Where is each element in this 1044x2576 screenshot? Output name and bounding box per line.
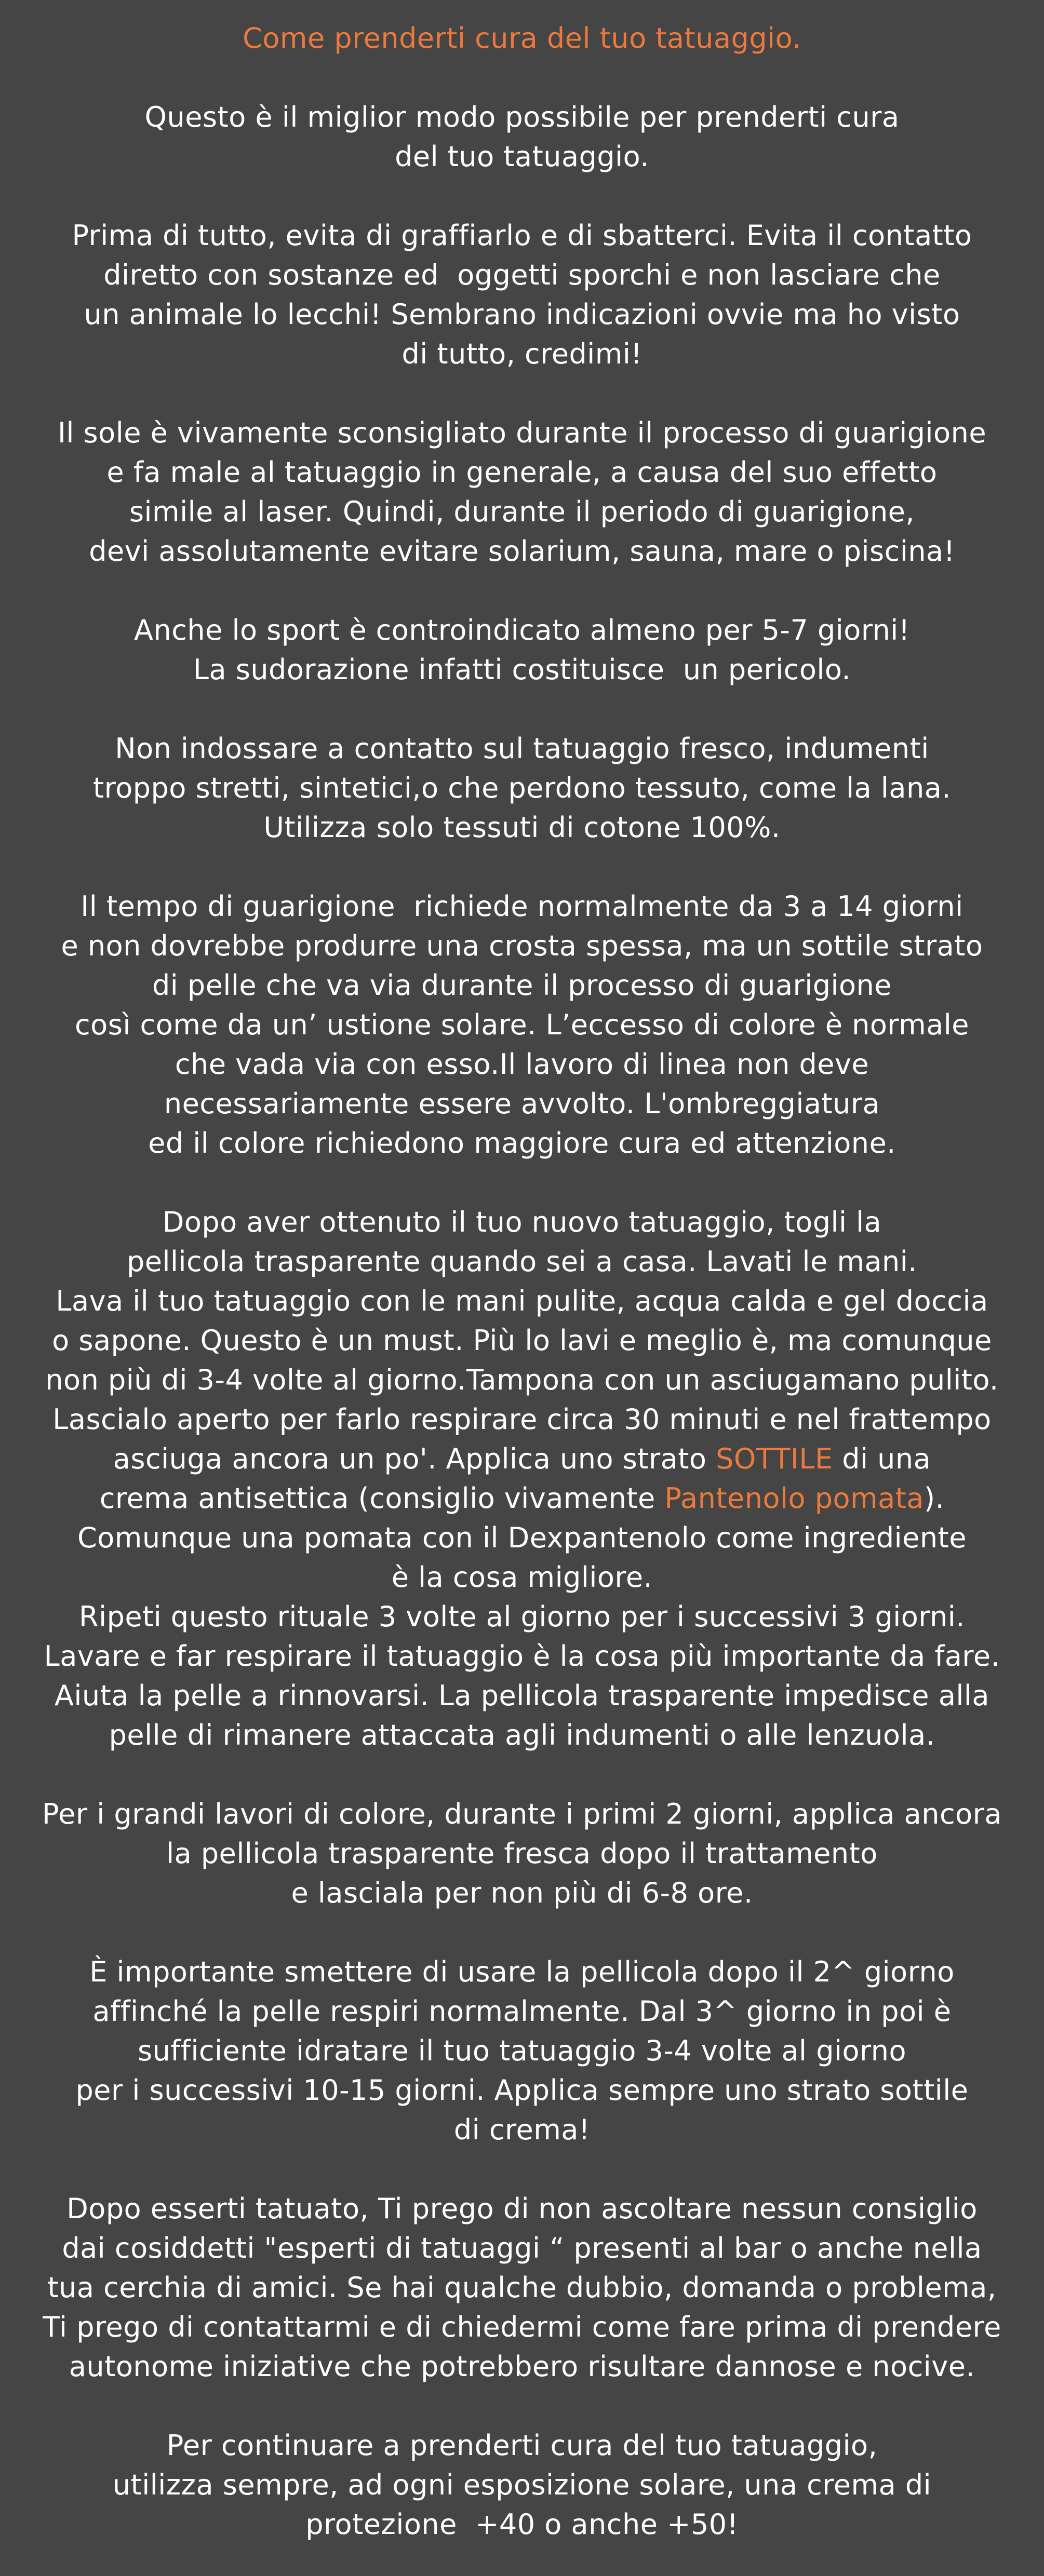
paragraph-first-of-all [0,216,1044,374]
text-line: Il sole è vivamente sconsigliato durante il processo di guarigione [57,416,987,449]
text-line: è la cosa migliore. [391,1561,653,1594]
text-line: Non indossare a contatto sul tatuaggio fresco, indumenti [115,732,929,765]
text-line: necessariamente essere avvolto. L'ombreggiatura [164,1087,880,1120]
text-line: autonome iniziative che potrebbero risultare dannose e nocive. [69,2350,975,2383]
text-line: Dopo esserti tatuato, Ti prego di non ascoltare nessun consiglio [66,2192,978,2225]
text-line: Lavare e far respirare il tatuaggio è la cosa più importante da fare. [44,1640,1000,1673]
paragraph-aftercare-routine [0,1203,1044,1755]
text-line: dai cosiddetti "esperti di tatuaggi “ presenti al bar o anche nella [62,2232,982,2264]
text-line-cream [0,1479,1044,1518]
text-line: o sapone. Questo è un must. Più lo lavi e meglio è, ma comunque [52,1324,992,1357]
highlight-sottile: SOTTILE [716,1442,833,1475]
text-line: Il tempo di guarigione richiede normalmente da 3 a 14 giorni [81,890,963,923]
text-line: troppo stretti, sintetici,o che perdono tessuto, come la lana. [93,772,951,804]
text-line: Comunque una pomata con il Dexpantenolo come ingrediente [77,1521,967,1554]
paragraph-sport [0,611,1044,690]
document-title: Come prenderti cura del tuo tatuaggio. [243,22,801,55]
text-segment: ). [924,1482,945,1515]
text-line: un animale lo lecchi! Sembrano indicazioni ovvie ma ho visto [84,298,960,331]
text-segment: asciuga ancora un po'. Applica uno strato [113,1442,716,1475]
text-line: di pelle che va via durante il processo di guarigione [152,969,892,1002]
text-line: La sudorazione infatti costituisce un pericolo. [193,653,851,686]
text-line: e fa male al tatuaggio in generale, a causa del suo effetto [106,456,938,489]
paragraph-sun-protection [0,2426,1044,2544]
text-line: simile al laser. Quindi, durante il periodo di guarigione, [129,495,915,528]
text-line: pellicola trasparente quando sei a casa. Lavati le mani. [127,1245,917,1278]
text-line: devi assolutamente evitare solarium, sauna, mare o piscina! [89,535,955,568]
text-line: Ripeti questo rituale 3 volte al giorno per i successivi 3 giorni. [79,1600,965,1633]
text-line: Per continuare a prenderti cura del tuo tatuaggio, [166,2429,878,2462]
text-line: la pellicola trasparente fresca dopo il trattamento [166,1837,878,1870]
text-line: protezione +40 o anche +50! [305,2508,739,2541]
text-line: Lascialo aperto per farlo respirare circa 30 minuti e nel frattempo [52,1403,992,1436]
text-line: tua cerchia di amici. Se hai qualche dubbio, domanda o problema, [47,2271,997,2304]
paragraph-healing-time [0,887,1044,1163]
paragraph-advice [0,2189,1044,2386]
text-line: utilizza sempre, ad ogni esposizione solare, una crema di [112,2469,932,2501]
paragraph-clothing [0,729,1044,847]
text-line: Per i grandi lavori di colore, durante i primi 2 giorni, applica ancora [42,1798,1002,1830]
text-line-thin-layer [0,1439,1044,1479]
text-line: di tutto, credimi! [401,338,643,370]
text-line: diretto con sostanze ed oggetti sporchi e non lasciare che [103,259,941,291]
text-line: ed il colore richiedono maggiore cura ed attenzione. [148,1127,896,1159]
text-line: Anche lo sport è controindicato almeno per 5-7 giorni! [134,614,910,646]
text-line: Lava il tuo tatuaggio con le mani pulite, acqua calda e gel doccia [56,1285,988,1317]
text-line: e lasciala per non più di 6-8 ore. [291,1877,753,1909]
text-line: Aiuta la pelle a rinnovarsi. La pellicola trasparente impedisce alla [54,1679,990,1712]
text-segment: crema antisettica (consiglio vivamente [99,1482,665,1515]
text-line: sufficiente idratare il tuo tatuaggio 3-4 volte al giorno [137,2034,907,2067]
text-line: del tuo tatuaggio. [395,140,649,173]
text-segment: di una [833,1442,931,1475]
text-line: Prima di tutto, evita di graffiarlo e di sbatterci. Evita il contatto [72,219,972,252]
text-line: Ti prego di contattarmi e di chiedermi come fare prima di prendere [43,2311,1001,2343]
text-line: di crema! [453,2113,591,2146]
text-line: per i successivi 10-15 giorni. Applica sempre uno strato sottile [75,2074,969,2107]
text-line: È importante smettere di usare la pellicola dopo il 2^ giorno [89,1955,955,1988]
text-line: così come da un’ ustione solare. L’eccesso di colore è normale [74,1008,970,1041]
text-line: Utilizza solo tessuti di cotone 100%. [263,811,781,844]
text-line: affinché la pelle respiri normalmente. Dal 3^ giorno in poi è [92,1995,952,2028]
text-line: pelle di rimanere attaccata agli indumenti o alle lenzuola. [109,1719,935,1751]
highlight-pantenolo: Pantenolo pomata [664,1482,925,1515]
paragraph-large-color-works [0,1795,1044,1913]
text-line: e non dovrebbe produrre una crosta spessa, ma un sottile strato [61,929,983,962]
paragraph-stop-film [0,1952,1044,2150]
text-line: non più di 3-4 volte al giorno.Tampona con un asciugamano pulito. [45,1364,999,1396]
text-line: che vada via con esso.Il lavoro di linea non deve [175,1048,869,1081]
paragraph-sun [0,413,1044,571]
text-line: Dopo aver ottenuto il tuo nuovo tatuaggio, togli la [162,1206,882,1238]
paragraph-intro [0,98,1044,177]
text-line: Questo è il miglior modo possibile per prenderti cura [144,101,900,133]
